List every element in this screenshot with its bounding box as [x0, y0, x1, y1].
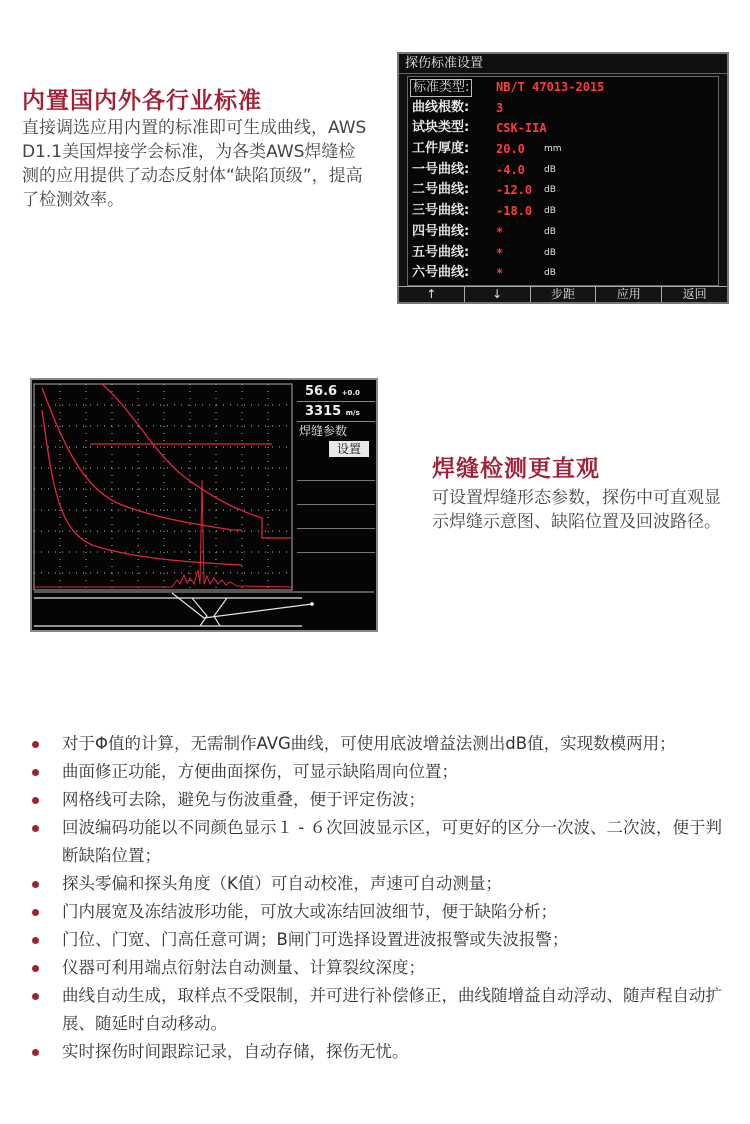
feature-item [30, 1038, 735, 1066]
feature-item [30, 758, 735, 786]
bullet-dot-icon [32, 741, 39, 748]
apply-button[interactable]: 应用 [595, 287, 661, 302]
empty-slot [297, 505, 375, 529]
bullet-dot-icon [32, 1049, 39, 1056]
settings-row-unit: dB [544, 185, 556, 196]
sound-path-readout [297, 382, 375, 402]
bullet-dot-icon [32, 937, 39, 944]
settings-row-label: 工件厚度: [412, 141, 470, 157]
bullet-dot-icon [32, 881, 39, 888]
section-title-weld: 焊缝检测更直观 [432, 456, 600, 482]
settings-row-value: -4.0 [496, 162, 525, 177]
settings-row[interactable] [408, 222, 718, 243]
settings-row[interactable] [408, 160, 718, 181]
settings-row-label: 曲线根数: [412, 99, 470, 115]
feature-text: 曲线自动生成，取样点不受限制，并可进行补偿修正，曲线随增益自动浮动、随声程自动扩展、随延时自动移动。 [62, 986, 722, 1033]
echo-signal [34, 480, 292, 587]
weld-params-settings-button[interactable]: 设置 [329, 441, 369, 457]
empty-slot [297, 457, 375, 481]
settings-list [407, 76, 719, 286]
back-button[interactable]: 返回 [661, 287, 727, 302]
settings-row-value: NB/T 47013-2015 [496, 80, 605, 94]
settings-row-unit: dB [544, 247, 556, 258]
settings-row-label: 四号曲线: [412, 223, 470, 239]
settings-row-unit: dB [544, 164, 556, 175]
settings-row[interactable] [408, 98, 718, 119]
bullet-dot-icon [32, 825, 39, 832]
feature-list [30, 730, 735, 1066]
feature-item [30, 730, 735, 758]
settings-row-label: 二号曲线: [412, 182, 470, 198]
parameter-side-panel [297, 382, 375, 592]
settings-row-value: -12.0 [496, 183, 533, 198]
settings-row[interactable] [408, 263, 718, 284]
settings-screen-header: 探伤标准设置 [399, 54, 727, 74]
empty-slot [297, 553, 375, 577]
bullet-dot-icon [32, 797, 39, 804]
settings-row-value: * [496, 245, 504, 260]
bullet-dot-icon [32, 993, 39, 1000]
settings-row-value: * [496, 266, 504, 281]
feature-text: 回波编码功能以不同颜色显示１ - ６次回波显示区，可更好的区分一次波、二次波，便于判断缺陷位置； [62, 818, 722, 865]
up-arrow-button[interactable]: ↑ [426, 287, 437, 301]
settings-row-value: CSK-IIA [496, 121, 547, 136]
settings-row-unit: dB [544, 268, 556, 279]
feature-item [30, 954, 735, 982]
feature-text: 实时探伤时间跟踪记录，自动存储，探伤无忧。 [62, 1042, 409, 1061]
velocity-unit: m/s [345, 409, 360, 417]
settings-row-label: 标准类型: [410, 79, 472, 97]
feature-text: 门内展宽及冻结波形功能，可放大或冻结回波细节，便于缺陷分析； [62, 902, 557, 921]
step-button[interactable]: 步距 [530, 287, 596, 302]
settings-row-label: 六号曲线: [412, 265, 470, 281]
weld-scope-screen [30, 378, 378, 632]
bullet-dot-icon [32, 769, 39, 776]
settings-row[interactable] [408, 118, 718, 139]
feature-text: 仪器可利用端点衍射法自动测量、计算裂纹深度； [62, 958, 425, 977]
feature-item [30, 786, 735, 814]
down-arrow-button[interactable]: ↓ [464, 287, 530, 302]
settings-row[interactable] [408, 201, 718, 222]
bullet-dot-icon [32, 909, 39, 916]
feature-item [30, 814, 735, 870]
feature-text: 对于Φ值的计算，无需制作AVG曲线，可使用底波增益法测出dB值，实现数模两用； [62, 734, 676, 753]
section-title-standards: 内置国内外各行业标准 [22, 88, 262, 114]
settings-row[interactable] [408, 243, 718, 264]
settings-row-label: 五号曲线: [412, 244, 470, 260]
settings-row-value: -18.0 [496, 204, 533, 219]
feature-item [30, 982, 735, 1038]
section-description-standards: 直接调选应用内置的标准即可生成曲线，AWS D1.1美国焊接学会标准，为各类AWS焊缝检测的应用提供了动态反射体“缺陷顶级”，提高了检测效率。 [22, 118, 367, 210]
settings-row-unit: dB [544, 226, 556, 237]
dac-curve-2 [42, 388, 242, 530]
settings-row-unit: mm [544, 144, 562, 155]
feature-item [30, 926, 735, 954]
settings-row-value: 3 [496, 100, 504, 115]
section-description-weld: 可设置焊缝形态参数，探伤中可直观显示焊缝示意图、缺陷位置及回波路径。 [432, 488, 721, 532]
velocity-value: 3315 [305, 404, 342, 419]
dac-curve-1 [102, 384, 292, 538]
settings-row[interactable] [408, 77, 718, 98]
settings-row[interactable] [408, 139, 718, 160]
weld-params-title: 焊缝参数 [299, 424, 348, 438]
probe-marker [310, 602, 314, 606]
feature-text: 门位、门宽、门高任意可调；B闸门可选择设置进波报警或失波报警； [62, 930, 569, 949]
settings-row-value: 20.0 [496, 142, 525, 157]
settings-row[interactable] [408, 180, 718, 201]
empty-slot [297, 481, 375, 505]
velocity-readout [297, 402, 375, 422]
settings-row-label: 试块类型: [412, 120, 470, 136]
settings-button-bar [399, 286, 727, 302]
standard-settings-screen [397, 52, 729, 304]
feature-text: 网格线可去除，避免与伤波重叠，便于评定伤波； [62, 790, 425, 809]
dac-curve-3 [42, 410, 242, 565]
bullet-dot-icon [32, 965, 39, 972]
settings-row-value: * [496, 224, 504, 239]
sound-path-offset: +0.0 [341, 389, 360, 397]
weld-diagram [34, 593, 312, 626]
feature-item [30, 898, 735, 926]
sound-path-value: 56.6 [305, 384, 338, 399]
settings-row-label: 一号曲线: [412, 161, 470, 177]
feature-text: 曲面修正功能，方便曲面探伤，可显示缺陷周向位置； [62, 762, 458, 781]
settings-row-unit: dB [544, 206, 556, 217]
settings-row-label: 三号曲线: [412, 203, 470, 219]
empty-slot [297, 529, 375, 553]
feature-item [30, 870, 735, 898]
feature-text: 探头零偏和探头角度（K值）可自动校准，声速可自动测量； [62, 874, 502, 893]
